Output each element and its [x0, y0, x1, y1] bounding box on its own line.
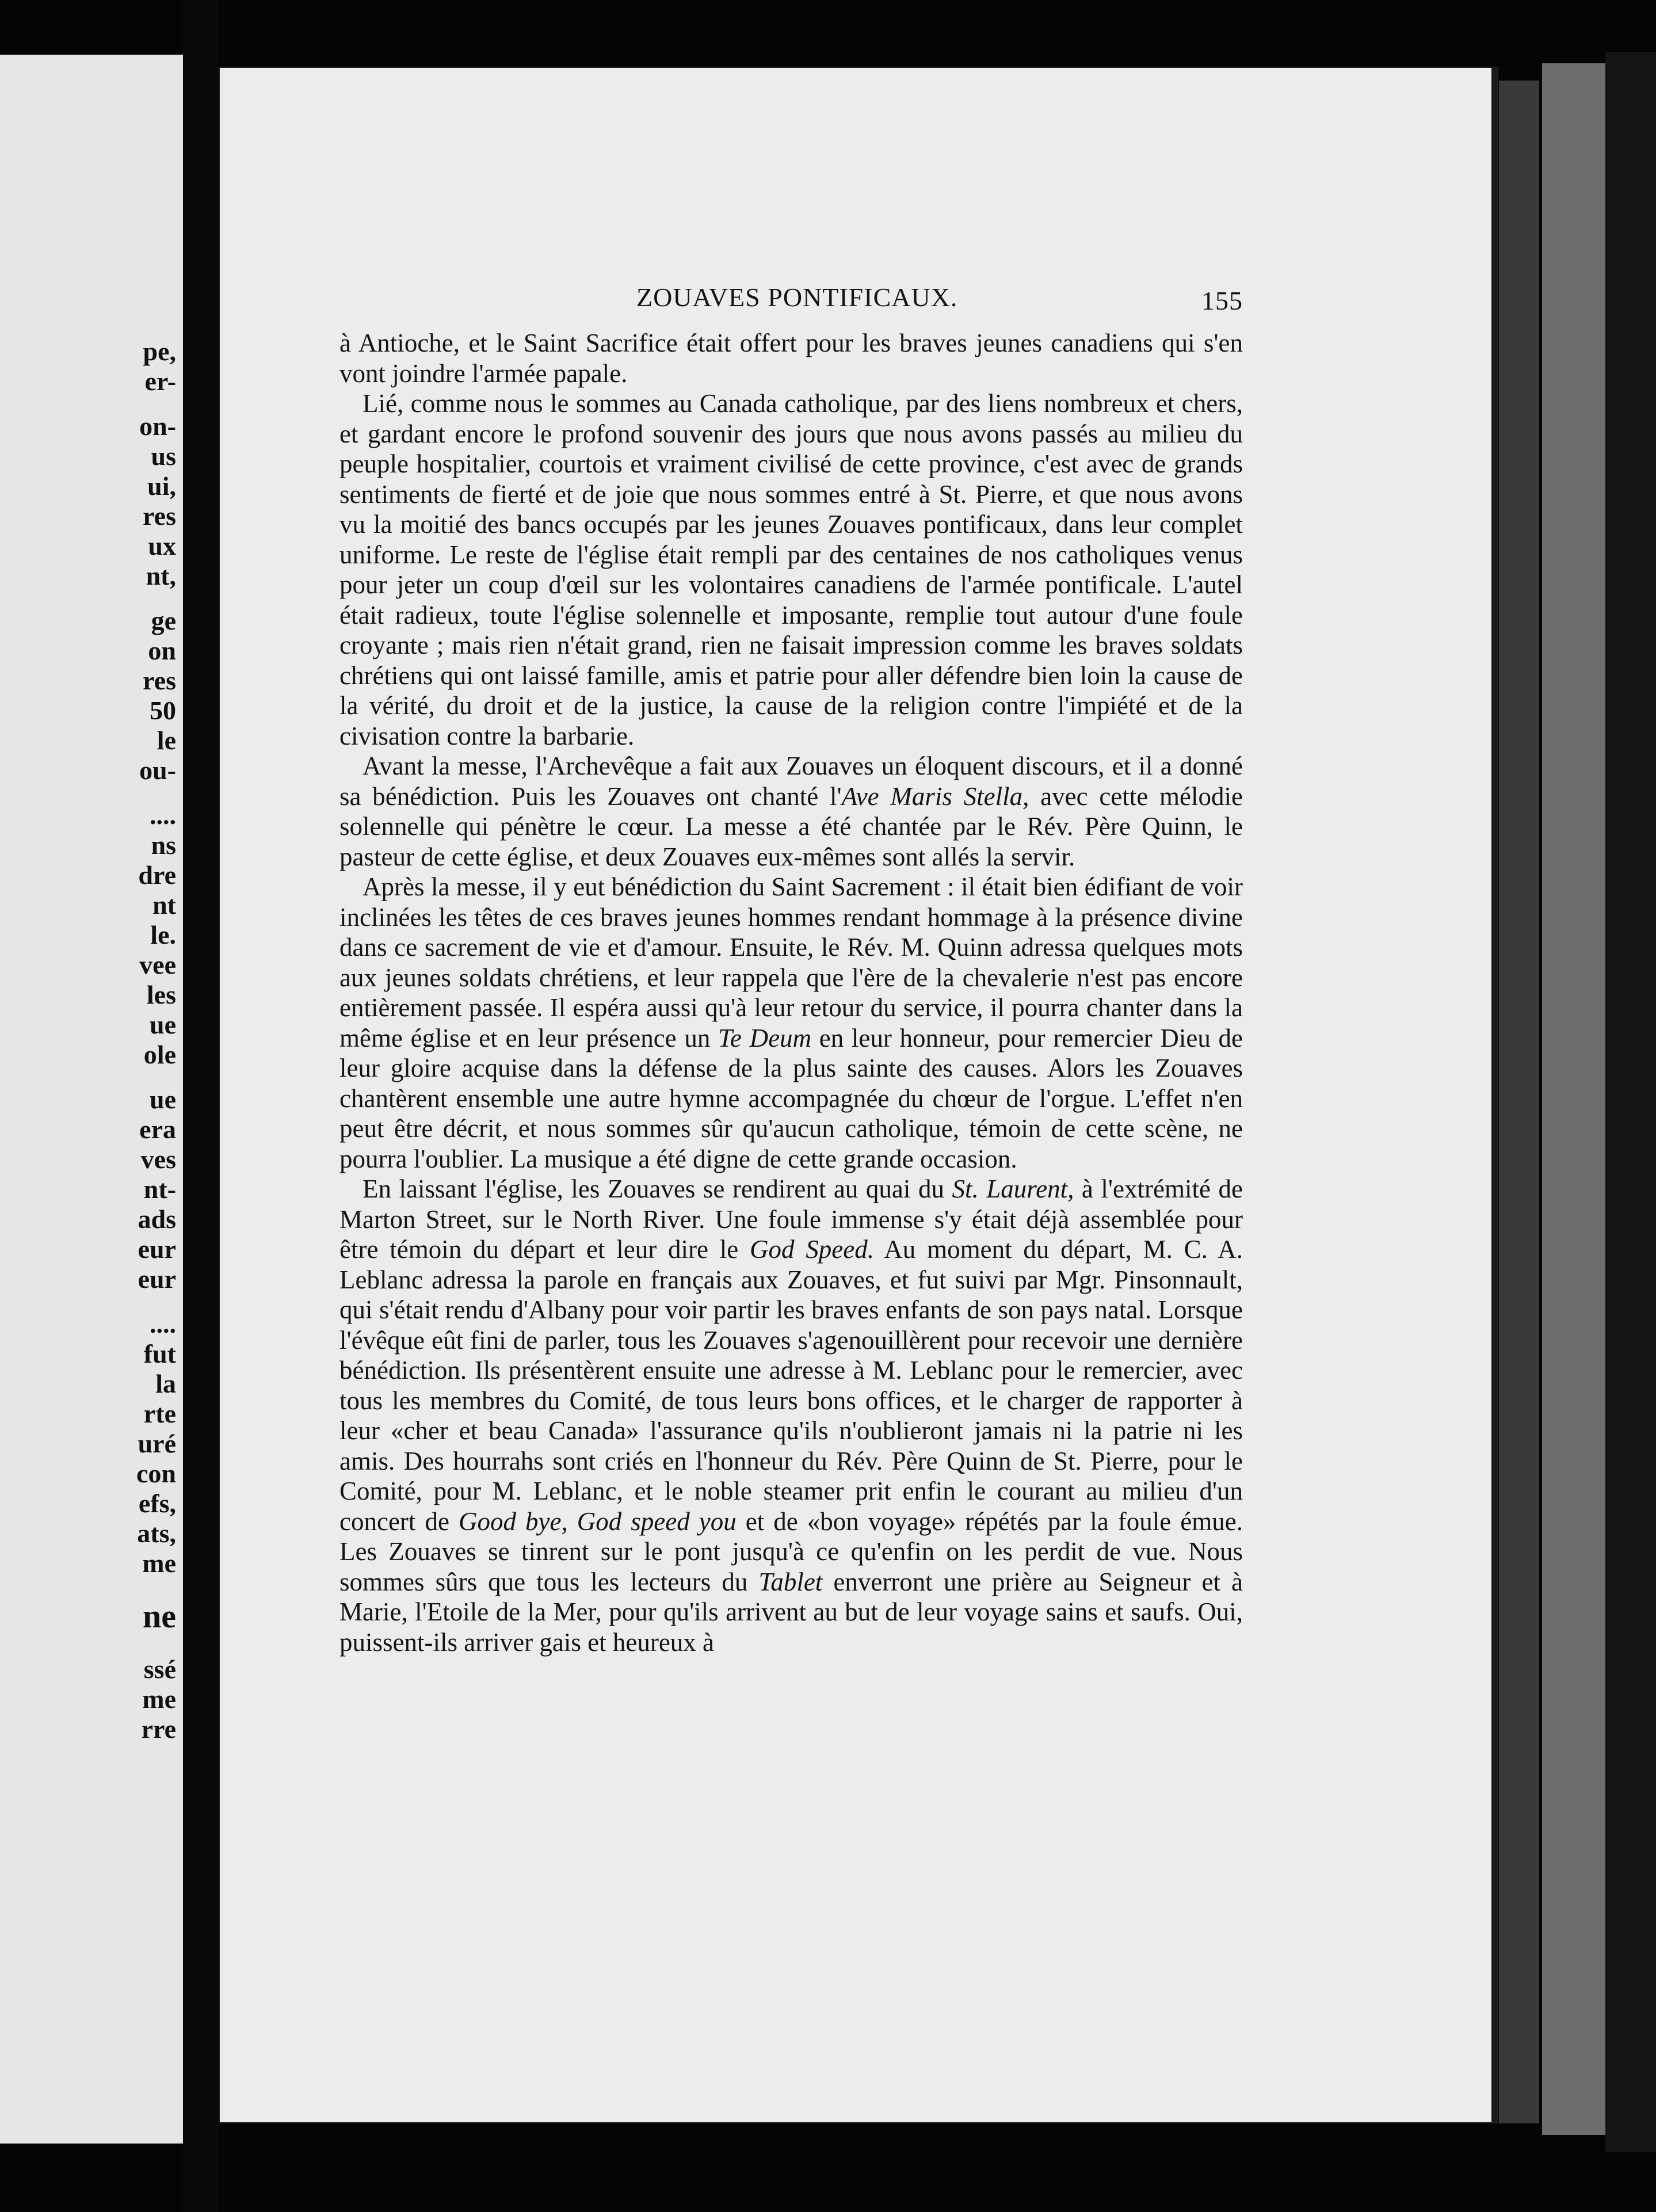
- left-fragment-line: [38, 396, 176, 411]
- text-run: Au moment du départ, M. C. A. Leblanc adressa la parole en français aux Zouaves, et fut suivi par Mgr. Pinsonnault, qui s'était rendu d'Albany pour voir partir les braves enfants de son pays natal. Lorsque l'évêque eût fini de parler, tous les Zouaves s'agenouillèrent pour recevoir une dernière bénédiction. Ils présentèrent ensuite une adresse à M. Leblanc pour le remercier, avec tous les membres du Comité, de tous leurs bons offices, et le charger de rapporter à leur «cher et beau Canada» l'assurance qu'ils n'oublieront jamais ni la patrie ni les amis. Des hourrahs sont criés en l'honneur du Rév. Père Quinn de St. Pierre, pour le Comité, pour M. Leblanc, et le noble steamer prit enfin le courant au milieu d'un concert de: [339, 1235, 1243, 1536]
- body-text: [339, 328, 1243, 1657]
- left-fragment-line: la: [155, 1369, 176, 1398]
- left-fragment-line: [38, 1639, 176, 1654]
- text-run: à l'extrémité de Marton Street, sur le North River. Une foule immense s'y était déjà assemblée pour être témoin du départ et leur dire le: [339, 1174, 1243, 1264]
- left-fragment-line: rte: [143, 1399, 176, 1428]
- page-edge: [1499, 81, 1539, 2123]
- left-fragment-line: con: [136, 1459, 176, 1488]
- left-fragment-line: [38, 591, 176, 606]
- left-fragment-line: era: [139, 1115, 176, 1144]
- left-fragment-line: 50: [150, 696, 176, 725]
- running-head: [339, 282, 1243, 328]
- left-fragment-line: nt,: [146, 561, 176, 590]
- left-fragment-line: me: [142, 1684, 176, 1714]
- text-run: et de «bon voyage» répétés par la foule émue. Les Zouaves se tinrent sur le pont jusqu'à ce qu'enfin on les perdit de vue. Nous sommes sûrs que tous les lecteurs du: [339, 1507, 1243, 1596]
- left-fragment-line: fut: [143, 1339, 176, 1368]
- left-fragment-line: ui,: [147, 471, 176, 501]
- left-fragment-line: [38, 1294, 176, 1309]
- left-fragment-line: nt-: [143, 1174, 176, 1204]
- page-content: [339, 282, 1243, 1657]
- italic-phrase: St. Laurent,: [952, 1174, 1074, 1203]
- left-fragment-line: nt: [152, 890, 176, 920]
- italic-phrase: God Speed.: [750, 1235, 874, 1264]
- left-fragment-line: pe,: [143, 337, 176, 366]
- paragraph: [339, 751, 1243, 872]
- text-run: à Antioche, et le Saint Sacrifice était offert pour les braves jeunes canadiens qui s'en vont joindre l'armée papale.: [339, 329, 1243, 388]
- left-fragment-line: ves: [140, 1145, 176, 1174]
- paragraph: [339, 388, 1243, 751]
- italic-phrase: Tablet: [758, 1567, 823, 1596]
- left-fragment-line: ue: [150, 1010, 176, 1039]
- page-number: 155: [1201, 286, 1243, 315]
- text-run: Après la messe, il y eut bénédiction du Saint Sacrement : il était bien édifiant de voir inclinées les têtes de ces braves jeunes hommes rendant hommage à la présence divine dans ce sacrement de vie et d'amour. Ensuite, le Rév. M. Quinn adressa quelques mots aux jeunes soldats chrétiens, et leur rappela que l'ère de la chevalerie n'est pas encore entièrement passée. Il espéra aussi qu'à leur retour du service, il pourra chanter dans la même église et en leur présence un: [339, 872, 1243, 1052]
- text-run: Avant la messe, l'Archevêque a fait aux Zouaves un éloquent discours, et il a donné sa bénédiction. Puis les Zouaves ont chanté l': [339, 752, 1243, 811]
- left-fragment-line: eur: [138, 1264, 176, 1294]
- left-fragment-line: efs,: [138, 1489, 176, 1518]
- left-fragment-line: eur: [138, 1234, 176, 1264]
- left-fragment-line: ....: [150, 1309, 176, 1338]
- left-fragment-line: ou-: [139, 756, 176, 785]
- text-run: en leur honneur, pour remercier Dieu de leur gloire acquise dans la défense de la plus sainte des causes. Alors les Zouaves chantèrent ensemble une autre hymne accompagnée du chœur de l'orgue. L'effet n'en peut être décrit, et nous sommes sûr qu'aucun catholique, témoin de cette scène, ne pourra l'oublier. La musique a été digne de cette grande occasion.: [339, 1023, 1243, 1173]
- text-run: avec cette mélodie solennelle qui pénètre le cœur. La messe a été chantée par le Rév. Père Quinn, le pasteur de cette église, et deux Zouaves eux-mêmes sont allés la servir.: [339, 781, 1243, 871]
- running-title: ZOUAVES PONTIFICAUX.: [636, 283, 958, 312]
- left-fragment-line: le: [157, 726, 176, 755]
- left-fragment-line: on-: [139, 411, 176, 441]
- left-fragment-line: on: [148, 636, 176, 665]
- italic-phrase: Good bye, God speed you: [458, 1507, 737, 1536]
- text-run: enverront une prière au Seigneur et à Marie, l'Etoile de la Mer, pour qu'ils arrivent au but de leur voyage sains et saufs. Oui, puissent-ils arriver gais et heureux à: [339, 1567, 1243, 1657]
- text-run: En laissant l'église, les Zouaves se rendirent au quai du: [363, 1174, 952, 1203]
- left-fragment-line: ole: [143, 1040, 176, 1069]
- book-cover-edge: [1542, 63, 1605, 2135]
- left-fragment-line: ads: [138, 1204, 176, 1234]
- left-fragment-line: les: [146, 980, 176, 1009]
- left-fragment-line: ue: [150, 1085, 176, 1114]
- left-fragment-line: res: [143, 501, 176, 531]
- left-fragment-line: ....: [150, 800, 176, 830]
- paragraph: [339, 328, 1243, 388]
- left-fragment-line: vee: [139, 950, 176, 979]
- text-run: Lié, comme nous le sommes au Canada catholique, par des liens nombreux et chers, et gardant encore le profond souvenir des jours que nous avons passés au milieu du peuple hospitalier, courtois et vraiment civilisé de cette province, c'est avec de grands sentiments de fierté et de joie que nous sommes entré à St. Pierre, et que nous avons vu la moitié des bancs occupés par les jeunes Zouaves pontificaux, dans leur complet uniforme. Le reste de l'église était rempli par des centaines de nos catholiques venus pour jeter un coup d'œil sur les volontaires canadiens de l'armée pontificale. L'autel était radieux, toute l'église solennelle et imposante, remplie tout autour d'une foule croyante ; mais rien n'était grand, rien ne faisait impression comme les braves soldats chrétiens qui ont laissé famille, amis et patrie pour aller défendre bien loin la cause de la vérité, du droit et de la justice, la cause de la religion contre l'impiété et de la civisation contre la barbarie.: [339, 389, 1243, 750]
- left-fragment-line: [38, 1070, 176, 1085]
- left-fragment-line: [38, 1578, 176, 1593]
- book-gutter: [183, 0, 219, 2212]
- italic-phrase: Te Deum: [718, 1023, 812, 1052]
- left-fragment-line: ne: [143, 1597, 176, 1635]
- left-page-fragment: [0, 55, 183, 2144]
- left-fragment-line: ge: [151, 606, 176, 635]
- left-fragment-line: [38, 785, 176, 800]
- scan-border: [1605, 52, 1656, 2152]
- left-fragment-line: dre: [138, 860, 176, 890]
- paragraph: [339, 872, 1243, 1174]
- left-fragment-line: rre: [141, 1714, 176, 1744]
- italic-phrase: Ave Maris Stella,: [841, 781, 1029, 811]
- left-fragment-line: us: [151, 441, 176, 471]
- left-page-line-endings: [38, 337, 176, 1744]
- left-fragment-line: er-: [144, 367, 176, 396]
- left-fragment-line: le.: [150, 920, 176, 949]
- left-fragment-line: ux: [148, 531, 176, 560]
- left-fragment-line: ats,: [137, 1519, 176, 1548]
- left-fragment-line: ns: [151, 830, 176, 860]
- left-fragment-line: ssé: [143, 1654, 176, 1684]
- left-fragment-line: me: [142, 1549, 176, 1578]
- left-fragment-line: uré: [138, 1429, 176, 1458]
- left-fragment-line: res: [143, 666, 176, 695]
- paragraph: [339, 1174, 1243, 1657]
